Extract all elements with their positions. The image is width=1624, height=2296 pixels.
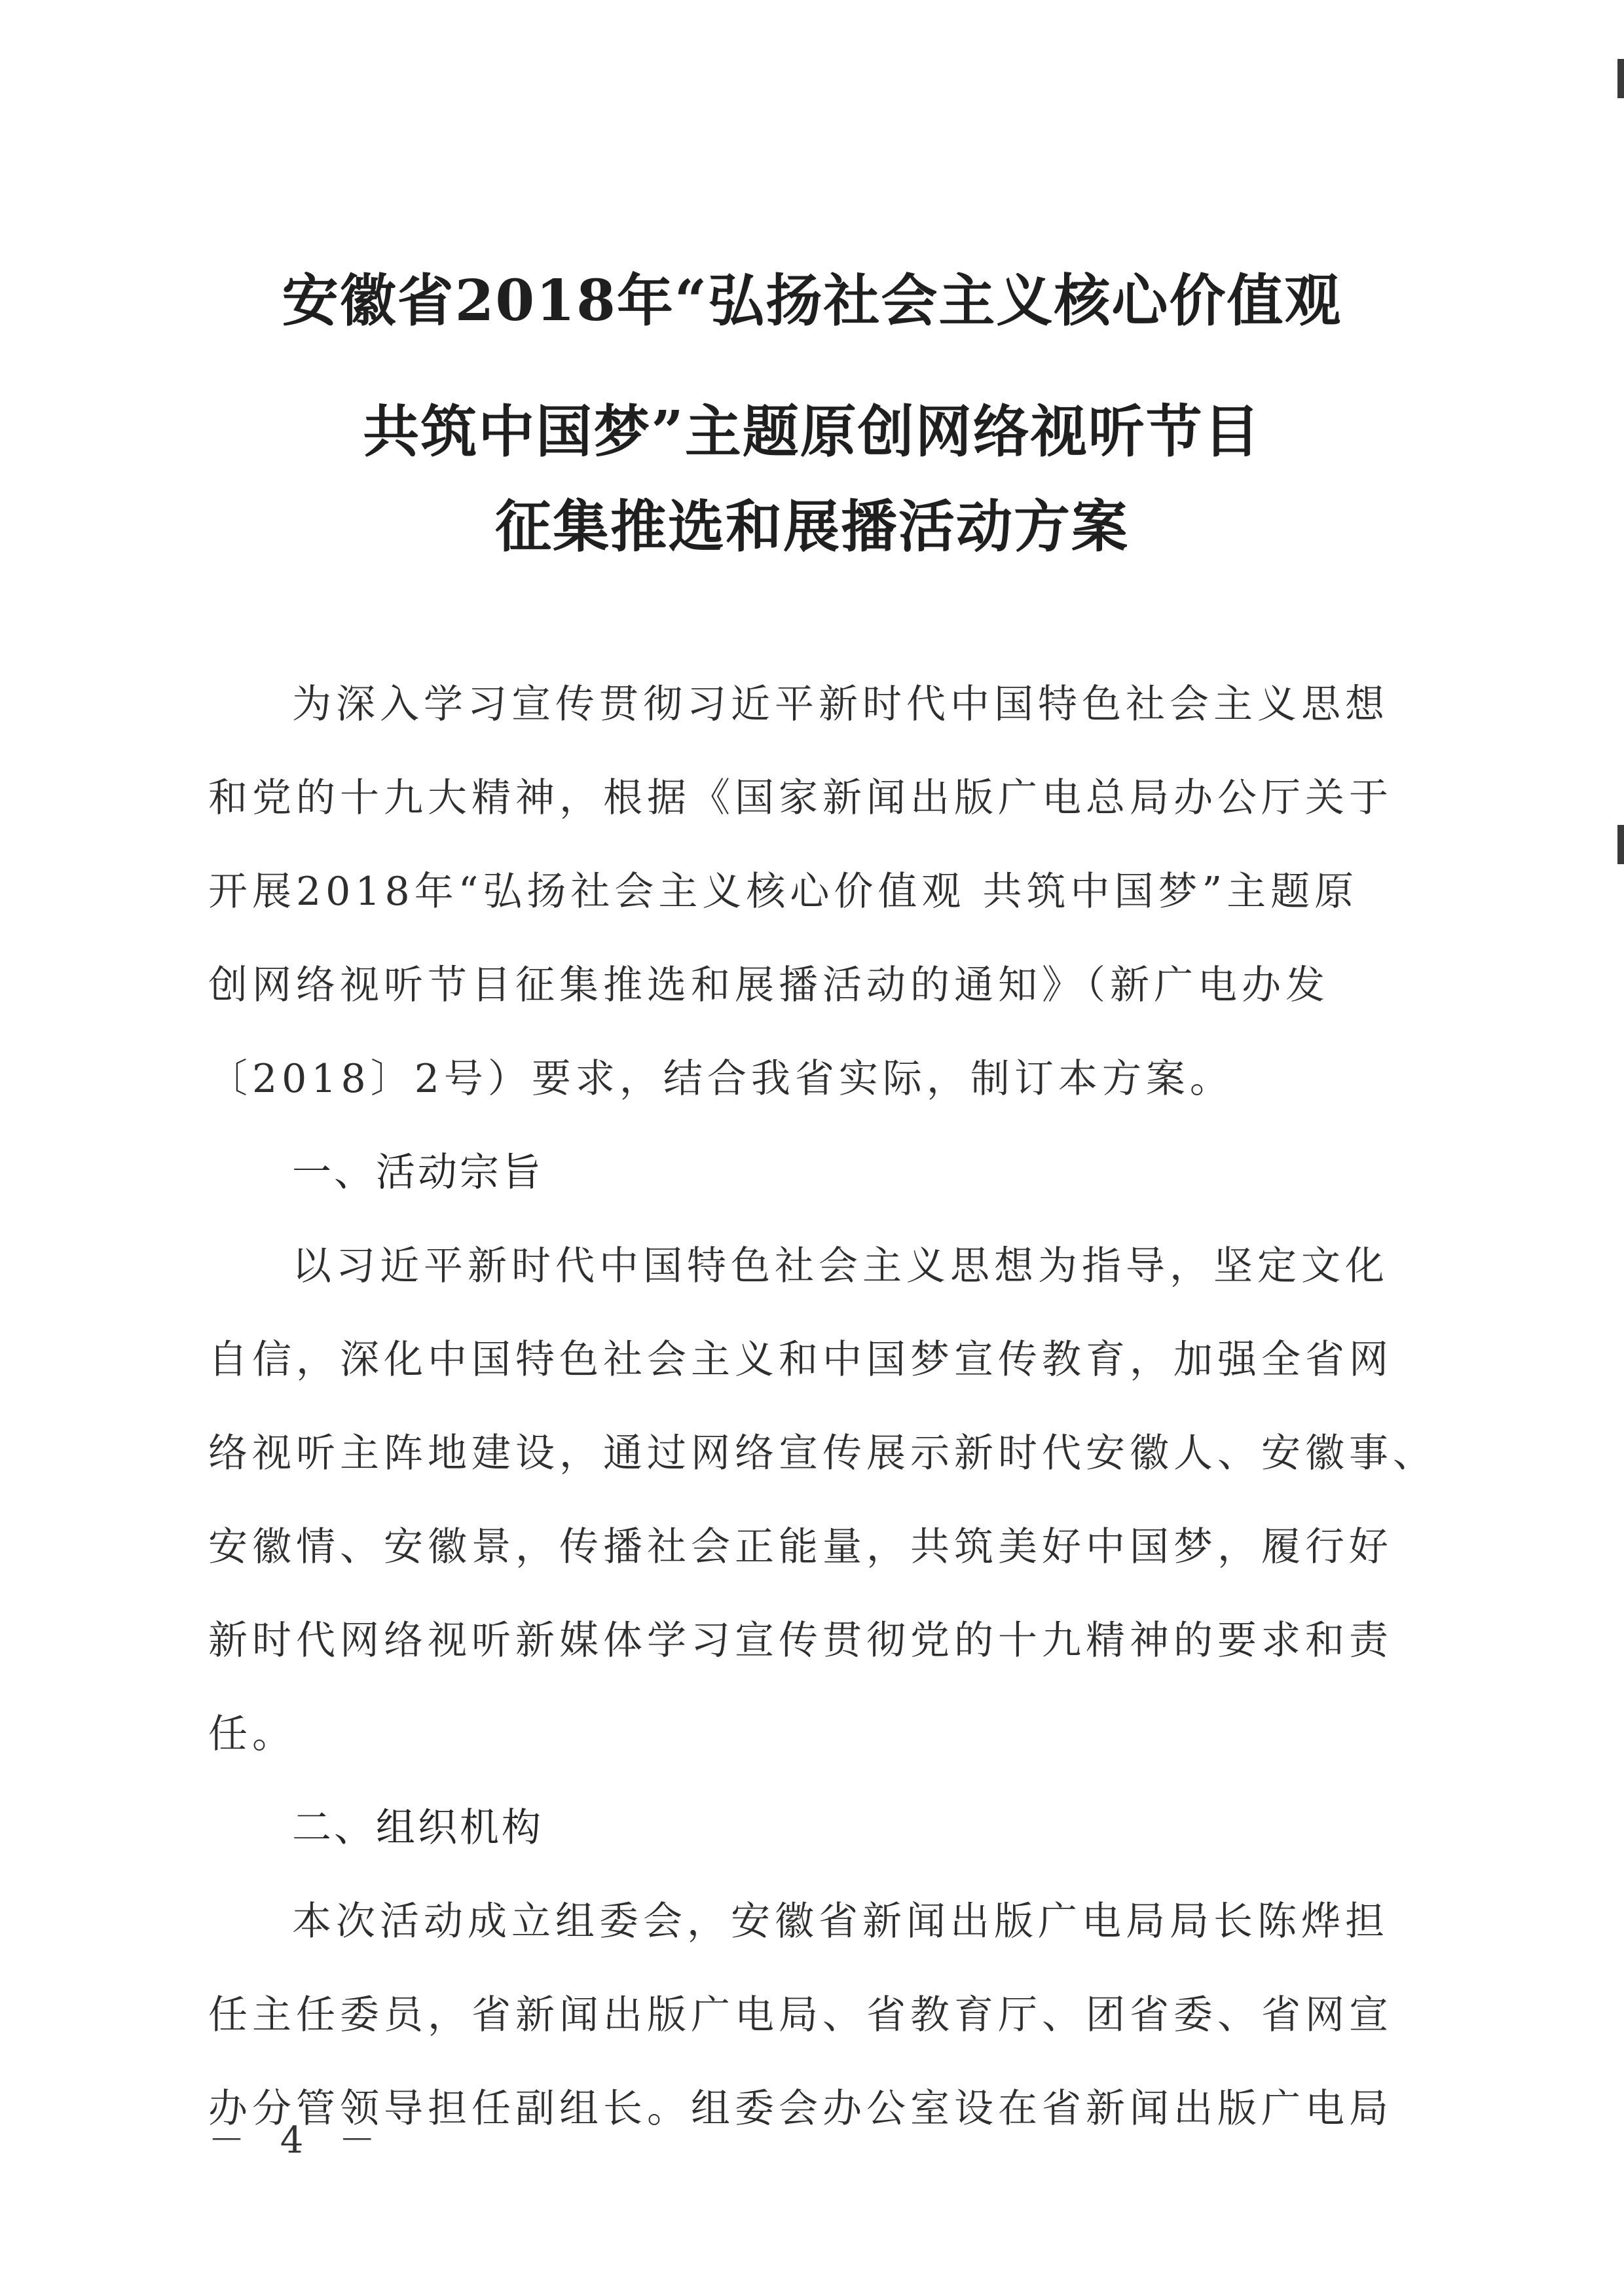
paragraph-line: 和党的十九大精神，根据《国家新闻出版广电总局办公厅关于 [208,775,1393,821]
paragraph-line: 新时代网络视听新媒体学习宣传贯彻党的十九精神的要求和责 [208,1618,1393,1664]
paragraph-line: 任主任委员，省新闻出版广电局、省教育厅、团省委、省网宣 [208,1992,1393,2038]
paragraph-line: 本次活动成立组委会，安徽省新闻出版广电局局长陈烨担 [292,1899,1389,1944]
paragraph-line: 创网络视听节目征集推选和展播活动的通知》（新广电办发 [208,962,1329,1008]
document-title-line-2: 共筑中国梦”主题原创网络视听节目 [363,399,1261,465]
paragraph-line: 任。 [208,1711,296,1757]
paragraph-line: 络视听主阵地建设，通过网络宣传展示新时代安徽人、安徽事、 [208,1430,1437,1476]
paragraph-line: 为深入学习宣传贯彻习近平新时代中国特色社会主义思想 [292,682,1389,727]
paragraph-line: 办分管领导担任副组长。组委会办公室设在省新闻出版广电局 [208,2086,1393,2132]
section-heading-purpose: 一、活动宗旨 [292,1150,544,1195]
section-heading-organization: 二、组织机构 [292,1805,544,1851]
scan-margin-mark [1617,59,1624,98]
paragraph-line: 〔2018〕2号）要求，结合我省实际，制订本方案。 [208,1056,1234,1102]
scan-margin-mark [1617,825,1624,864]
paragraph-line: 开展2018年“弘扬社会主义核心价值观 共筑中国梦”主题原 [208,869,1359,915]
page-number: － 4 － [208,2119,388,2162]
paragraph-line: 自信，深化中国特色社会主义和中国梦宣传教育，加强全省网 [208,1337,1393,1383]
paragraph-line: 安徽情、安徽景，传播社会正能量，共筑美好中国梦，履行好 [208,1524,1393,1570]
document-title-line-3: 征集推选和展播活动方案 [495,494,1129,560]
document-title-line-1: 安徽省2018年“弘扬社会主义核心价值观 [282,268,1342,334]
document-body [208,658,1437,2156]
paragraph-line: 以习近平新时代中国特色社会主义思想为指导，坚定文化 [292,1243,1389,1289]
